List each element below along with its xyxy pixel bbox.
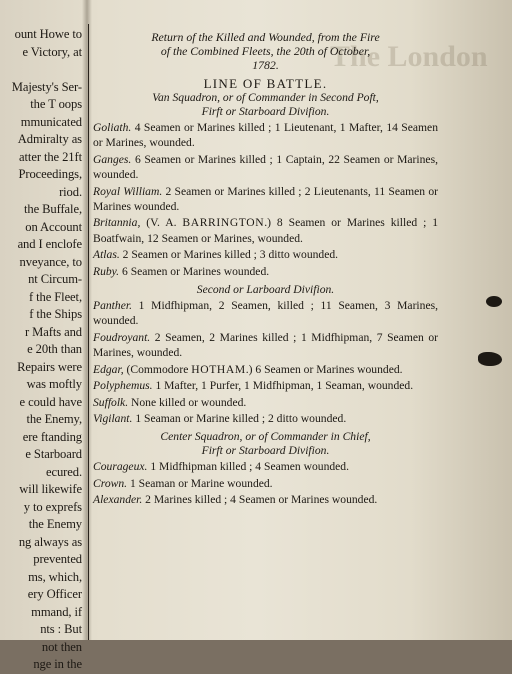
ship-entry bbox=[93, 120, 438, 151]
article-header bbox=[93, 30, 438, 72]
left-column-line: Proceedings, bbox=[18, 167, 82, 181]
left-column-line: ere ftanding bbox=[22, 429, 82, 444]
left-column-line: atter the 21ft bbox=[19, 149, 82, 164]
left-column-line: riod. bbox=[59, 184, 82, 199]
left-column-line: prevented bbox=[33, 552, 82, 566]
column-rule bbox=[88, 24, 89, 640]
left-column-line: the Enemy, bbox=[26, 412, 82, 426]
larboard-division-heading: Second or Larboard Divifion. bbox=[196, 283, 335, 297]
page-fold bbox=[82, 0, 92, 640]
casualty-text: 2 Seamen or Marines killed ; 3 ditto wounded. bbox=[122, 248, 339, 262]
casualty-return-article bbox=[93, 30, 438, 508]
van-entries bbox=[93, 120, 438, 279]
casualty-text: 1 Seaman or Marine wounded. bbox=[129, 476, 273, 490]
ship-entry bbox=[93, 362, 438, 377]
casualty-text: 1 Mafter, 1 Purfer, 1 Midfhipman, 1 Seaman, wounded. bbox=[155, 379, 414, 393]
left-column-line: f the Fleet, bbox=[28, 289, 82, 304]
left-column-line: mmunicated bbox=[20, 114, 82, 129]
left-column-line: nts : But bbox=[40, 622, 82, 636]
ship-name: Courageux. bbox=[93, 460, 148, 474]
left-column-line: the Enemy bbox=[28, 517, 82, 531]
ship-name: Panther. bbox=[93, 299, 132, 313]
casualty-text: 1 Midfhipman, 2 Seamen, killed ; 11 Seamen, 3 Marines, wounded. bbox=[93, 299, 438, 328]
ship-entry bbox=[93, 298, 438, 329]
ship-name: Alexander. bbox=[93, 493, 143, 507]
ship-entry bbox=[93, 411, 438, 426]
ship-command-prefix: (Commodore bbox=[126, 362, 189, 376]
left-column-line: nveyance, to bbox=[19, 254, 82, 269]
section-title: LINE OF BATTLE. bbox=[203, 76, 328, 91]
van-title-1: Van Squadron, or of Commander in Second Poft, bbox=[152, 91, 379, 104]
left-column-line: ery Officer bbox=[27, 587, 82, 601]
header-line-2: of the Combined Fleets, the 20th of October, bbox=[160, 44, 371, 58]
ship-name: Foudroyant. bbox=[93, 330, 151, 344]
header-line-3: 1782. bbox=[252, 58, 279, 72]
left-column-line: ount Howe to bbox=[14, 27, 82, 41]
left-column-line: e could have bbox=[19, 394, 82, 409]
van-squadron-heading bbox=[93, 91, 438, 119]
ship-name: Vigilant. bbox=[93, 411, 133, 425]
casualty-text: 6 Seamen or Marines killed ; 1 Captain, 22 Seamen or Marines, wounded. bbox=[93, 152, 438, 182]
casualty-text: 2 Seamen, 2 Marines killed ; 1 Midfhipman, 7 Seamen or Marines, wounded. bbox=[93, 330, 438, 360]
left-column-line: and I enclofe bbox=[17, 237, 82, 251]
casualty-text: .) 6 Seamen or Marines wounded. bbox=[245, 362, 403, 376]
ship-entry bbox=[93, 247, 438, 262]
left-column-line: not then bbox=[41, 639, 82, 654]
left-column-line: Majesty's Ser- bbox=[11, 79, 82, 94]
center-title-2: Firft or Starboard Divifion. bbox=[201, 444, 330, 458]
commander-name: HOTHAM bbox=[191, 362, 246, 376]
left-column-line: y to exprefs bbox=[23, 499, 82, 514]
commander-name: BARRINGTON bbox=[182, 216, 265, 230]
left-column-line: ng always as bbox=[18, 534, 82, 549]
show-through-text: The London bbox=[330, 40, 488, 73]
ship-name: Ganges. bbox=[93, 152, 132, 166]
left-column bbox=[0, 26, 82, 674]
left-column-line: the Buffale, bbox=[23, 202, 82, 216]
ship-entry bbox=[93, 184, 438, 215]
larboard-entries bbox=[93, 298, 438, 426]
left-column-line: ecured. bbox=[45, 464, 82, 479]
ship-entry bbox=[93, 476, 438, 491]
left-column-line: r Mafts and bbox=[25, 324, 82, 339]
left-column-line: e Starboard bbox=[25, 447, 82, 461]
ship-name: Britannia, bbox=[93, 216, 141, 230]
left-column-line: on Account bbox=[25, 219, 82, 234]
ship-name: Goliath. bbox=[93, 121, 132, 134]
casualty-text: 1 Midfhipman killed ; 4 Seamen wounded. bbox=[150, 460, 350, 474]
ship-entry bbox=[93, 492, 438, 507]
ship-name: Suffolk. bbox=[93, 395, 129, 409]
ship-entry bbox=[93, 215, 438, 246]
casualty-text: 2 Seamen or Marines killed ; 2 Lieutenants, 11 Seamen or Marines wounded. bbox=[93, 184, 438, 214]
ship-name: Ruby. bbox=[93, 264, 120, 278]
ship-name: Edgar, bbox=[93, 362, 124, 376]
left-column-line: nt Circum- bbox=[28, 272, 82, 286]
left-column-line: mmand, if bbox=[31, 604, 82, 619]
van-title-2: Firft or Starboard Divifion. bbox=[201, 105, 330, 118]
ship-entry bbox=[93, 395, 438, 410]
ship-name: Polyphemus. bbox=[93, 379, 153, 393]
ship-name: Crown. bbox=[93, 476, 128, 490]
ship-entry bbox=[93, 330, 438, 361]
casualty-text: None killed or wounded. bbox=[131, 395, 247, 409]
casualty-text: 2 Marines killed ; 4 Seamen or Marines wounded. bbox=[145, 493, 378, 507]
header-line-1: Return of the Killed and Wounded, from the Fire bbox=[151, 30, 380, 44]
left-column-line: e 20th than bbox=[27, 342, 82, 356]
left-column-line: the T oops bbox=[30, 97, 82, 111]
ship-entry bbox=[93, 378, 438, 393]
left-column-line: Admiralty as bbox=[17, 132, 82, 146]
left-column-line: was moftly bbox=[26, 377, 82, 391]
center-entries bbox=[93, 459, 438, 507]
casualty-text: 1 Seaman or Marine killed ; 2 ditto wounded. bbox=[135, 411, 347, 425]
ink-blot bbox=[486, 296, 502, 307]
left-column-line: nge in the bbox=[33, 657, 82, 671]
left-column-line: Repairs were bbox=[17, 359, 82, 374]
ship-name: Atlas. bbox=[93, 248, 120, 262]
center-title-1: Center Squadron, or of Commander in Chief, bbox=[160, 430, 371, 444]
left-column-line: will likewife bbox=[19, 482, 82, 496]
left-column-line: f the Ships bbox=[29, 307, 82, 321]
ink-blot bbox=[478, 352, 502, 366]
ship-name: Royal William. bbox=[93, 184, 163, 198]
ship-entry bbox=[93, 459, 438, 474]
casualty-text: 4 Seamen or Marines killed ; 1 Lieutenant, 1 Mafter, 14 Seamen or Marines, wounded. bbox=[93, 121, 438, 150]
ship-command-prefix: (V. A. bbox=[146, 216, 177, 230]
ship-entry bbox=[93, 264, 438, 279]
left-column-line bbox=[0, 61, 82, 79]
left-column-line: e Victory, at bbox=[22, 44, 82, 59]
casualty-text: .) 8 Seamen or Marines killed ; 1 Boatfwain, 12 Seamen or Marines, wounded. bbox=[93, 216, 439, 245]
left-column-line: ms, which, bbox=[28, 569, 82, 584]
ship-entry bbox=[93, 152, 438, 183]
casualty-text: 6 Seamen or Marines wounded. bbox=[122, 264, 270, 278]
center-squadron-heading bbox=[93, 430, 438, 458]
